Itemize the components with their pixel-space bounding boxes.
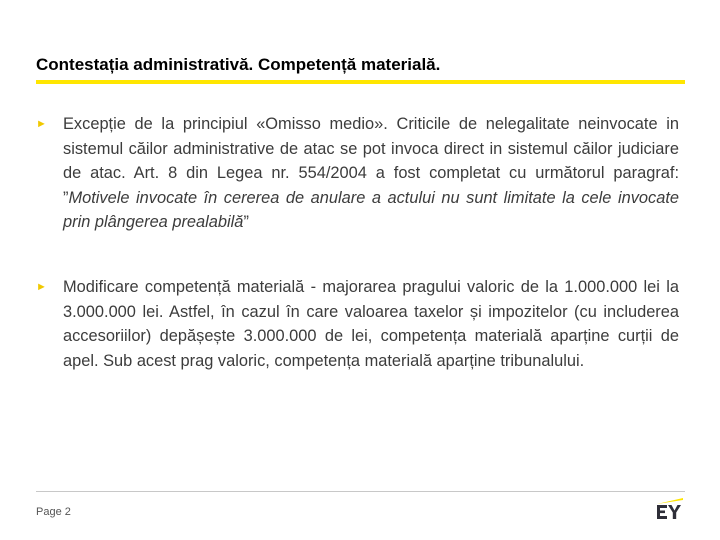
bullet-quote-close: ”	[243, 213, 249, 232]
bullet-item-omisso-medio	[36, 112, 679, 235]
page-number: Page 2	[36, 506, 71, 518]
title-underline	[36, 80, 685, 84]
slide-title: Contestația administrativă. Competență materială.	[36, 55, 441, 74]
bullet-list	[36, 112, 679, 413]
bullet-arrow-icon: ►	[36, 280, 47, 293]
ey-logo-icon	[655, 498, 685, 525]
bullet-arrow-icon: ►	[36, 118, 47, 130]
footer-divider	[36, 491, 685, 492]
bullet-item-competenta	[36, 275, 679, 373]
bullet-quote-italic: Motivele invocate în cererea de anulare a actului nu sunt limitate la cele invocate prin plângerea prealabilă	[63, 188, 679, 232]
ey-logo-graphic	[655, 498, 685, 520]
bullet-text: Modificare competență materială - majorarea pragului valoric de la 1.000.000 lei la 3.000.000 lei. Astfel, în cazul în care valoarea taxelor și impozitelor (cu includerea accesoriilor) depășește 3.000.000 de lei, competența materială aparține curții de apel. Sub acest prag valoric, competența materială aparține tribunalului.	[63, 277, 679, 370]
bullet-text: Excepție de la principiul «Omisso medio». Criticile de nelegalitate neinvocate in sistemul căilor administrative de atac se pot invoca direct in sistemul căilor judiciare de atac. Art. 8 din Legea nr. 554/2004 a fost completat cu următorul paragraf: ”	[63, 115, 679, 207]
